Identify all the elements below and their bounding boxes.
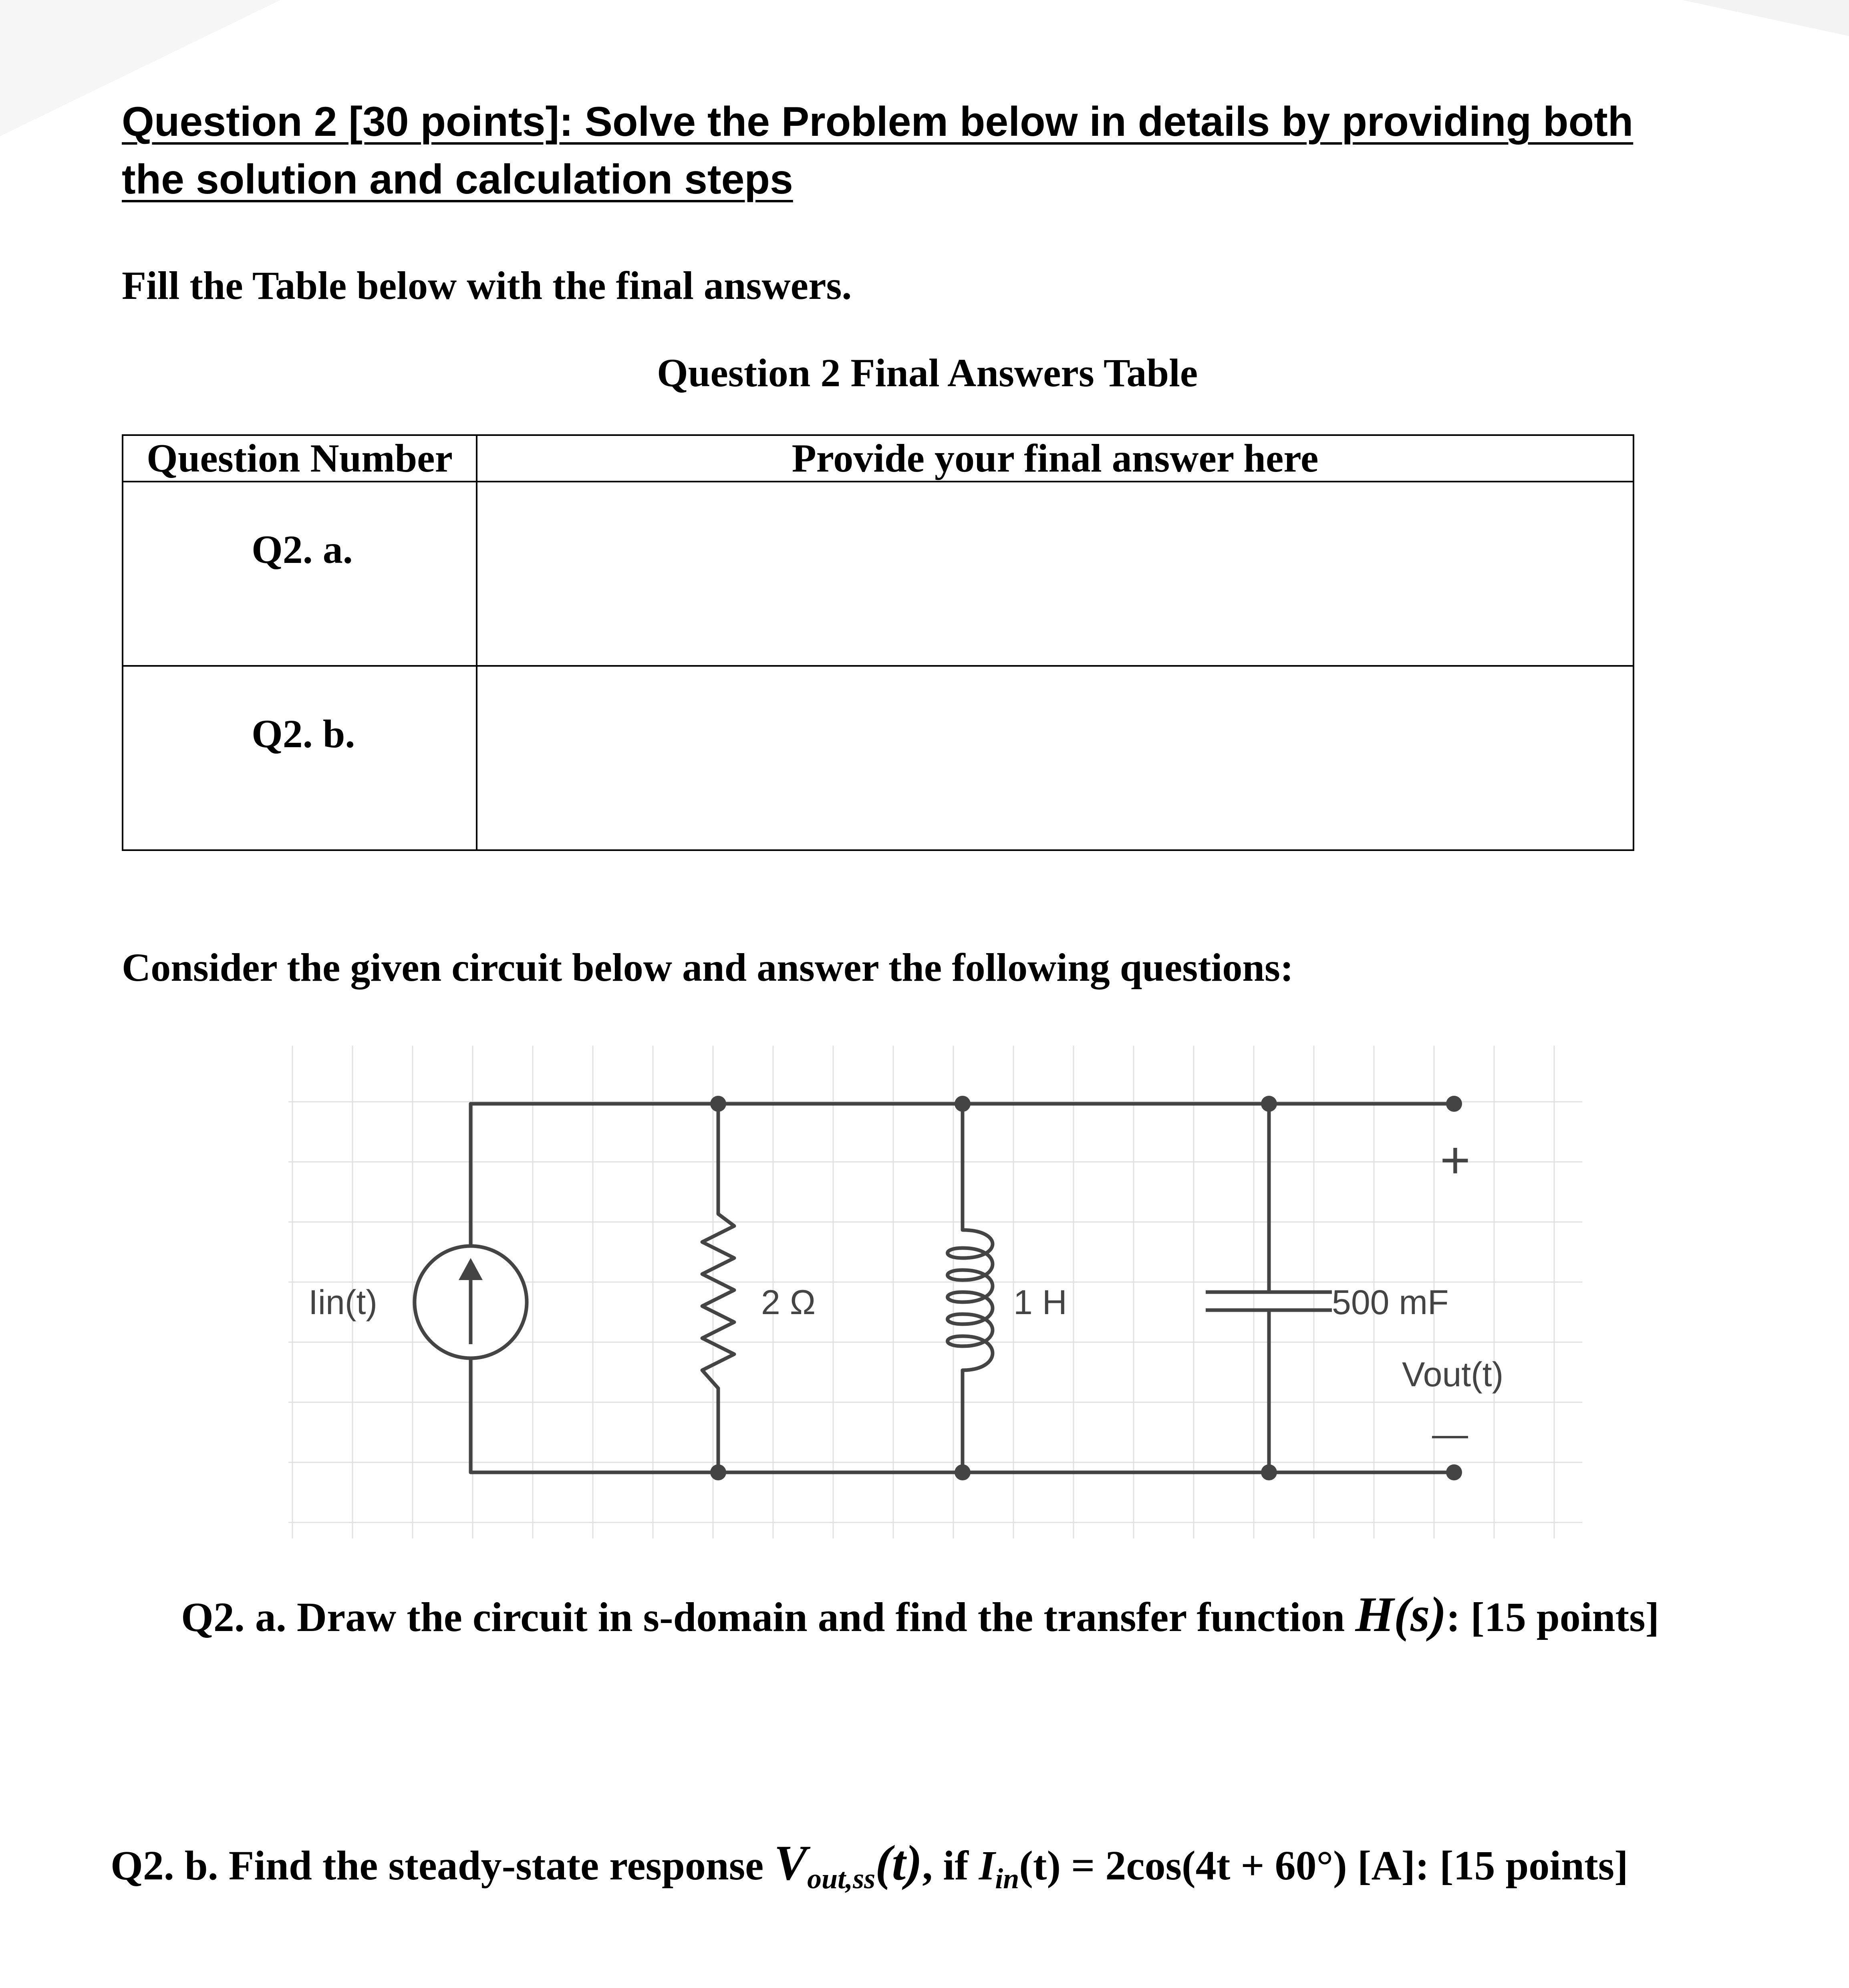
instruction-text: Fill the Table below with the final answers. — [122, 263, 852, 308]
q2b-v-argument: (t) — [875, 1835, 922, 1890]
question-label: Q2. a. — [252, 527, 353, 572]
inductor-label: 1 H — [1013, 1283, 1067, 1322]
q2b-i-symbol: I — [979, 1843, 995, 1889]
circuit-wires — [471, 1104, 1454, 1472]
q2b-i-subscript: in — [995, 1862, 1019, 1895]
question-cell — [123, 482, 477, 666]
output-label: Vout(t) — [1402, 1355, 1504, 1394]
question-2b — [111, 1835, 1628, 1907]
header-question-number: Question Number — [123, 435, 477, 482]
question-label: Q2. b. — [252, 712, 355, 756]
inductor-symbol — [948, 1230, 993, 1370]
current-source — [415, 1246, 527, 1358]
circuit-intro-text: Consider the given circuit below and answer the following questions: — [122, 945, 1294, 990]
q2b-v-subscript: out,ss — [807, 1862, 876, 1895]
resistor-label: 2 Ω — [761, 1283, 816, 1322]
table-row — [123, 666, 1633, 850]
minus-sign: — — [1432, 1414, 1468, 1454]
answers-table — [122, 434, 1634, 851]
capacitor-label: 500 mF — [1332, 1283, 1449, 1322]
q2b-points: : [15 points] — [1415, 1843, 1628, 1889]
corner-shade-right — [1682, 0, 1849, 36]
q2b-connector: , if — [922, 1843, 979, 1889]
q2b-equation: (t) = 2cos(4t + 60°) [A] — [1019, 1843, 1416, 1889]
capacitor-symbol — [1206, 1292, 1332, 1310]
output-terminal-minus — [1446, 1464, 1462, 1480]
circuit-diagram — [288, 1046, 1590, 1542]
q2a-text: Q2. a. Draw the circuit in s-domain and find the transfer function — [181, 1594, 1356, 1640]
table-row — [123, 482, 1633, 666]
source-label: Iin(t) — [308, 1283, 377, 1322]
answer-cell[interactable] — [477, 482, 1633, 666]
q2a-points: : [15 points] — [1446, 1594, 1660, 1640]
table-caption: Question 2 Final Answers Table — [657, 351, 1198, 395]
q2b-text: Q2. b. Find the steady-state response — [111, 1843, 774, 1889]
header-final-answer: Provide your final answer here — [477, 435, 1633, 482]
answer-cell[interactable] — [477, 666, 1633, 850]
question-2a — [181, 1587, 1659, 1645]
question-heading: Question 2 [30 points]: Solve the Problem below in details by providing both the solution and calculation steps — [122, 99, 1633, 203]
question-cell — [123, 666, 477, 850]
table-header-row — [123, 435, 1633, 482]
plus-sign: + — [1440, 1131, 1470, 1189]
resistor-symbol — [702, 1214, 734, 1388]
output-terminal-plus — [1446, 1096, 1462, 1112]
q2b-v-symbol: V — [774, 1835, 808, 1890]
q2a-transfer-function: H(s) — [1355, 1587, 1446, 1642]
